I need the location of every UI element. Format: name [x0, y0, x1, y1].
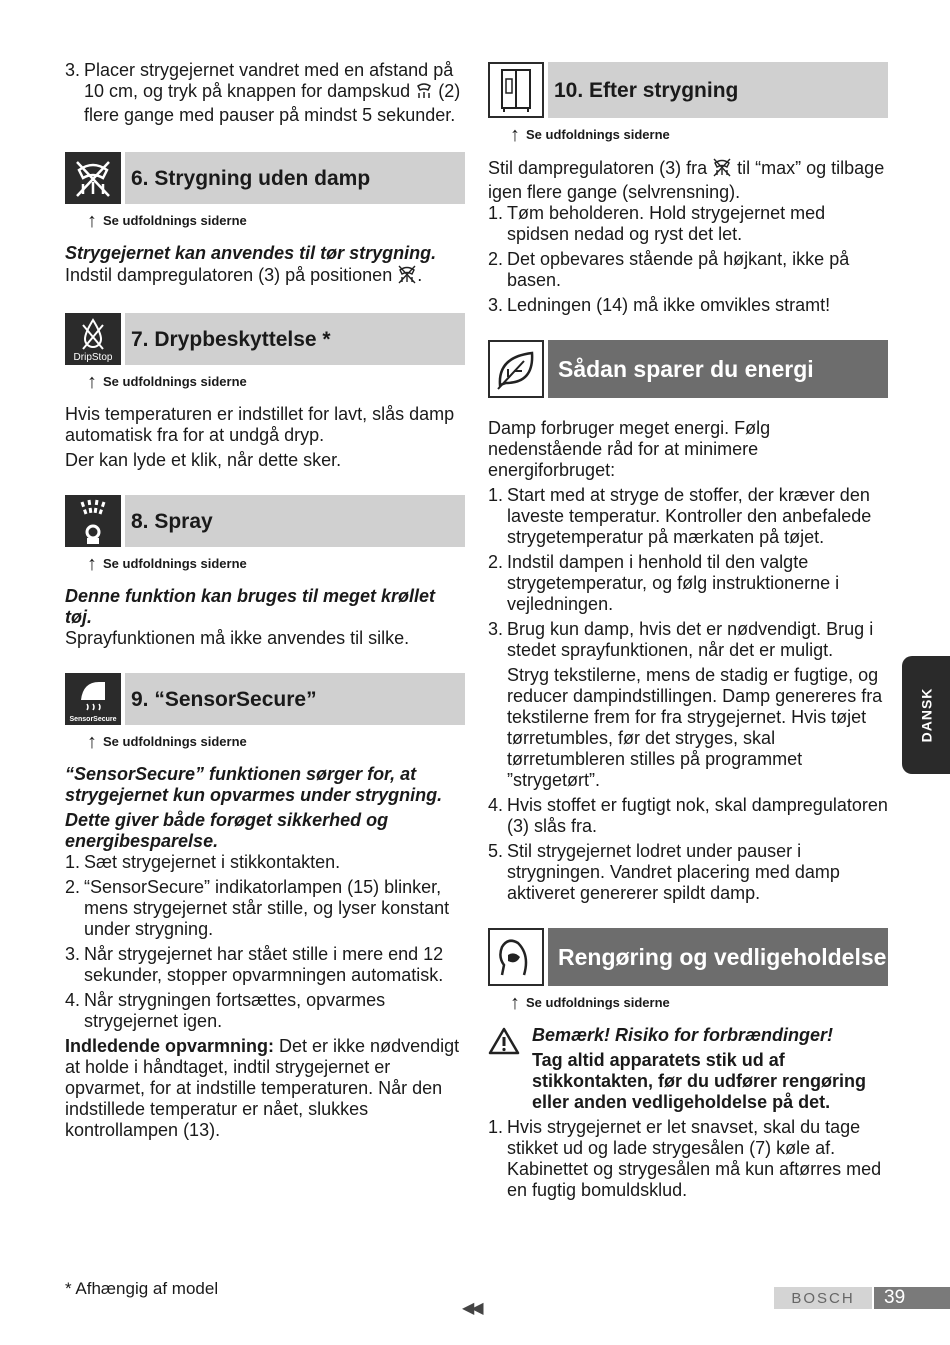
cleaning-icon: [488, 928, 544, 986]
intro-step: [65, 60, 465, 126]
section-header-cleaning: [488, 928, 888, 986]
back-arrows-icon[interactable]: ◀◀: [462, 1300, 481, 1317]
arrow-up-icon: ↑: [87, 552, 97, 575]
warning-box: [488, 1025, 888, 1113]
initial-heating-text: Indledende opvarmning: Det er ikke nødvendigt at holde i håndtaget, indtil strygejernet er opvarmet, for at indstille temperaturen. Når den indstillede temperatur er nået, slukkes kontrollampen (13).: [65, 1036, 460, 1140]
section-title: Sådan sparer du energi: [548, 340, 888, 398]
fold-out-reference: ↑ Se udfoldnings siderne: [510, 123, 670, 146]
step-text: Placer strygejernet vandret med en afstand på 10 cm, og tryk på knappen for dampskud: [84, 60, 454, 101]
step-number: 3.: [65, 60, 81, 80]
sensorsecure-steps: [65, 852, 465, 1032]
section-title: 8. Spray: [125, 495, 465, 547]
brand-label: BOSCH: [774, 1287, 872, 1309]
list-item: 1. Start med at stryge de stoffer, der kræver den laveste temperatur. Kontroller den anbefalede strygetemperatur på mærkaten på tøjet.: [488, 485, 872, 547]
section-header-dripstop: [65, 313, 465, 365]
section-header-sensorsecure: [65, 673, 465, 725]
warning-title: Bemærk! Risiko for forbrændinger!: [532, 1025, 834, 1045]
section-header-no-steam: [65, 152, 465, 204]
no-steam-small-icon: [397, 264, 417, 289]
list-item: 3. Brug kun damp, hvis det er nødvendigt. Brug i stedet sprayfunktionen, når det er muligt.: [488, 619, 874, 660]
section-lead: Denne funktion kan bruges til meget krøllet tøj.: [65, 586, 436, 627]
arrow-up-icon: ↑: [510, 123, 520, 146]
list-item: 1. Tøm beholderen. Hold strygejernet med spidsen nedad og ryst det let.: [488, 203, 826, 244]
section-lead: Dette giver både forøget sikkerhed og energibesparelse.: [65, 810, 389, 851]
no-steam-icon: [65, 152, 121, 204]
step-text-cont: (2) flere gange med pauser på mindst 5 sekunder.: [84, 81, 461, 125]
left-column: [65, 60, 465, 1141]
warning-text: Tag altid apparatets stik ud af stikkontakten, før du udfører rengøring eller anden vedligeholdelse på det.: [532, 1050, 867, 1112]
section-lead: Strygejernet kan anvendes til tør strygning.: [65, 243, 437, 263]
right-column: [488, 62, 888, 1201]
section-title: 6. Strygning uden damp: [125, 152, 465, 204]
fold-out-reference: ↑ Se udfoldnings siderne: [87, 552, 247, 575]
section-header-spray: [65, 495, 465, 547]
section-header-after-ironing: [488, 62, 888, 118]
list-item: 2. “SensorSecure” indikatorlampen (15) blinker, mens strygejernet står stille, og lyser konstant under strygning.: [65, 877, 450, 939]
list-item: 1. Hvis strygejernet er let snavset, skal du tage stikket ud og lade strygesålen (7) køle af. Kabinettet og strygesålen må kun aftørres med en fugtig bomuldsklud.: [488, 1117, 882, 1200]
section-title: 9. “SensorSecure”: [125, 673, 465, 725]
list-item: 2. Det opbevares stående på højkant, ikke på basen.: [488, 249, 850, 290]
no-steam-small-icon: [712, 157, 732, 182]
section-text: Indstil dampregulatoren (3) på positionen .: [65, 264, 465, 289]
sensorsecure-label: SensorSecure: [69, 716, 117, 723]
section-title: 10. Efter strygning: [548, 62, 888, 118]
arrow-up-icon: ↑: [87, 209, 97, 232]
fold-out-reference: ↑ Se udfoldnings siderne: [87, 209, 247, 232]
dripstop-label: DripStop: [73, 352, 113, 363]
fold-out-reference: ↑ Se udfoldnings siderne: [87, 730, 247, 753]
language-tab: DANSK: [902, 656, 950, 774]
list-item: 3. Når strygejernet har stået stille i mere end 12 sekunder, stopper opvarmningen automatisk.: [65, 944, 444, 985]
sensorsecure-icon: [65, 673, 121, 725]
fold-out-reference: ↑ Se udfoldnings siderne: [87, 370, 247, 393]
list-item-extra: Stryg tekstilerne, mens de stadig er fugtige, og reducer dampindstillingen. Damp genereres fra tekstilerne frem for fra strygejernet. Hvis tøjet tørretumbles, før det stryges, skal tørretumbleren stilles på programmet ”strygetørt”.: [507, 665, 883, 790]
fold-out-reference: ↑ Se udfoldnings siderne: [510, 991, 670, 1014]
section-text: Hvis temperaturen er indstillet for lavt, slås damp automatisk fra for at undgå dryp.: [65, 404, 455, 445]
list-item: 3. Ledningen (14) må ikke omvikles stramt!: [488, 295, 831, 315]
section-header-energy: [488, 340, 888, 398]
section-title: Rengøring og vedligeholdelse: [548, 928, 888, 986]
spray-icon: [65, 495, 121, 547]
list-item: 4. Hvis stoffet er fugtigt nok, skal dampregulatoren (3) slås fra.: [488, 795, 888, 836]
list-item: 2. Indstil dampen i henhold til den valgte strygetemperatur, og følg instruktionerne i vejledningen.: [488, 552, 840, 614]
arrow-up-icon: ↑: [87, 730, 97, 753]
footnote: * Afhængig af model: [65, 1279, 219, 1298]
arrow-up-icon: ↑: [87, 370, 97, 393]
warning-icon: [488, 1025, 532, 1113]
section-text: Stil dampregulatoren (3) fra til “max” og tilbage igen flere gange (selvrensning).: [488, 158, 885, 202]
section-lead: “SensorSecure” funktionen sørger for, at strygejernet kun opvarmes under strygning.: [65, 764, 443, 805]
section-text: Damp forbruger meget energi. Følg nedenstående råd for at minimere energiforbruget:: [488, 418, 771, 480]
section-title: 7. Drypbeskyttelse *: [125, 313, 465, 365]
list-item: 1. Sæt strygejernet i stikkontakten.: [65, 852, 341, 872]
arrow-up-icon: ↑: [510, 991, 520, 1014]
dripstop-icon: [65, 313, 121, 365]
list-item: 5. Stil strygejernet lodret under pauser i strygningen. Vandret placering med damp aktiveret genererer spildt damp.: [488, 841, 840, 903]
list-item: 4. Når strygningen fortsættes, opvarmes strygejernet igen.: [65, 990, 386, 1031]
leaf-icon: [488, 340, 544, 398]
section-text: Sprayfunktionen må ikke anvendes til silke.: [65, 628, 410, 648]
steam-shot-icon: [415, 82, 433, 105]
page-number: 39: [874, 1287, 950, 1309]
wardrobe-icon: [488, 62, 544, 118]
section-text: Der kan lyde et klik, når dette sker.: [65, 450, 342, 470]
